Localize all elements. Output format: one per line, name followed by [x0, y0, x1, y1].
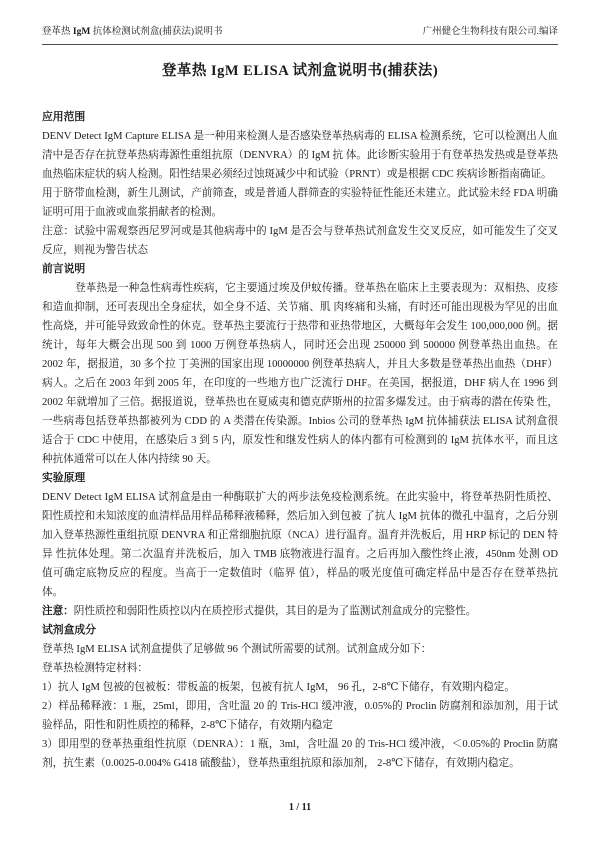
list-item: 3）即用型的登革热重组性抗原（DENRA）：1 瓶，3ml，含吐温 20 的 Tris-HCl 缓冲液，＜0.05%的 Proclin 防腐剂，抗生素（0.0025-0.004% G418 硫酸盐），登革热重组抗原和添加剂， 2-8℃下储存，有效期内稳定。	[42, 739, 558, 769]
section-application-scope	[42, 108, 558, 260]
paragraph: 注意：阴性质控和弱阳性质控以内在质控形式提供，其目的是为了监测试剂盒成分的完整性。	[42, 606, 477, 617]
section-test-principle	[42, 469, 558, 621]
list-item: 2）样品稀释液：1 瓶，25ml，即用，含吐温 20 的 Tris-HCl 缓冲液，0.05%的 Proclin 防腐剂和添加剂，用于试验样品，阳性和阴性质控的稀释，2-8℃下储存，有效期内稳定	[42, 701, 558, 731]
paragraph: 用于脐带血检测，新生儿测试，产前筛查，或是普通人群筛查的实验特征性能还未建立。此试验未经 FDA 明确证明可用于血液或血浆捐献者的检测。	[42, 188, 558, 218]
page-title: 登革热 IgM ELISA 试剂盒说明书(捕获法)	[161, 63, 439, 79]
list-item: 1）抗人 IgM 包被的包被板：带板盖的板架，包被有抗人 IgM， 96 孔，2-8℃下储存，有效期内稳定。	[42, 682, 515, 693]
paragraph: DENV Detect IgM Capture ELISA 是一种用来检测人是否感染登革热病毒的 ELISA 检测系统，它可以检测出人血清中是否存在抗登革热病毒源性重组抗原（DENVRA）的 IgM 抗 体。此诊断实验用于有登革热发热或是登革热血热临床症状的病人检测。阳性结果必须经过蚀斑减少中和试验（PRNT）或是根据 CDC 疾病诊断指南确证。	[42, 131, 558, 180]
paragraph: DENV Detect IgM ELISA 试剂盒是由一种酶联扩大的两步法免疫检测系统。在此实验中，将登革热阴性质控、阳性质控和未知浓度的血清样品用样品稀释液稀释，然后加入到包被 了抗人 IgM 抗体的微孔中温育，之后分别加入登革热源性重组抗原 DENVRA 和正常细胞抗原（NCA）进行温育。温育并洗板后，用 HRP 标记的 DEN 特异 性抗体处理。第二次温育并洗板后，加入 TMB 底物液进行温育。之后再加入酸性终止液，450nm 处测 OD 值可确定底物反应的程度。当高于一定数值时（临界 值），样品的吸光度值可确定样品中是否存在登革热抗体。	[42, 492, 558, 598]
section-heading: 应用范围	[42, 111, 86, 123]
paragraph: 注意：试验中需观察西尼罗河或是其他病毒中的 IgM 是否会与登革热试剂盒发生交叉反应，如可能发生了交叉反应，则视为警告状态	[42, 226, 558, 256]
document-body	[42, 108, 558, 773]
footer-page-number: 1 / 11	[288, 802, 312, 813]
page-header	[42, 26, 558, 45]
section-heading: 实验原理	[42, 472, 86, 484]
header-document-name: 登革热 IgM 抗体检测试剂盒(捕获法)说明书	[42, 27, 223, 37]
section-heading: 试剂盒成分	[42, 624, 96, 636]
section-kit-components	[42, 621, 558, 773]
header-company-name: 广州健仑生物科技有限公司.编译	[422, 27, 558, 37]
paragraph: 登革热是一种急性病毒性疾病，它主要通过埃及伊蚊传播。登革热在临床上主要表现为：双相热、皮疹和造血抑制，还可表现出全身症状，如全身不适、关节痛、肌 肉疼痛和头痛，有时还可能出现极为罕见的出血性高烧，并可能导致致命性的休克。登革热主要流行于热带和亚热带地区，大概每年会发生 100,000,000 例。据统计，每年大概会出现 500 到 1000 万例登革热病人，同时还会出现 250000 到 500000 例登革热出血热。在 2002 年，据报道，30 多个拉 丁美洲的国家出现 10000000 例登革热病人，并且大多数是登革热出血热（DHF）病人。之后在 2003 年到 2005 年，在印度的一些地方也广泛流行 DHF。在美国，据报道，DHF 病人在 1996 到 2002 年就增加了三倍。据报道说，登革热也在夏威夷和德克萨斯州的拉雷多爆发过。由于病毒的潜在传染 性，一些病毒包括登革热都被列为 CDD 的 A 类潜在传染源。Inbios 公司的登革热 IgM 抗体捕获法 ELISA 试剂盒很适合于 CDC 中使用，在感染后 3 到 5 内，原发性和继发性病人的体内都有可检测到的 IgM 抗体水平，而且这种抗体通常可以在人体内持续 90 天。	[42, 283, 558, 465]
section-heading: 前言说明	[42, 263, 86, 275]
paragraph: 登革热 IgM ELISA 试剂盒提供了足够做 96 个测试所需要的试剂。试剂盒成分如下：	[42, 644, 432, 655]
note-label: 注意：	[42, 606, 74, 617]
paragraph: 登革热检测特定材料：	[42, 663, 148, 674]
section-foreword	[42, 260, 558, 469]
